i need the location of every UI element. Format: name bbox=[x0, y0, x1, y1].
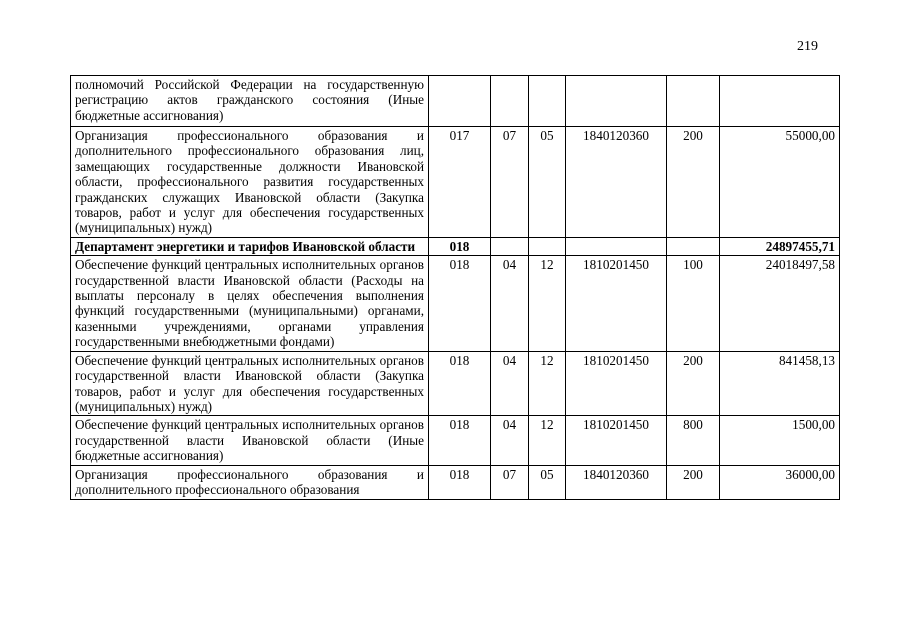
table-row bbox=[71, 416, 840, 465]
row-expense-type-code bbox=[667, 237, 720, 255]
row-amount: 24018497,58 bbox=[720, 256, 840, 351]
row-amount: 1500,00 bbox=[720, 416, 840, 465]
row-amount: 36000,00 bbox=[720, 465, 840, 499]
row-expense-type-code bbox=[667, 76, 720, 127]
table-row bbox=[71, 351, 840, 416]
row-target-code: 1810201450 bbox=[566, 416, 667, 465]
row-target-code: 1810201450 bbox=[566, 351, 667, 416]
row-target-code bbox=[566, 76, 667, 127]
row-grbs-code: 017 bbox=[429, 127, 491, 238]
row-grbs-code: 018 bbox=[429, 237, 491, 255]
row-description: Организация профессионального образования и дополнительного профессионального образования лиц, замещающих государственные должности Ивановской области, профессионального развития государственных гражданских служащих Ивановской области (Закупка товаров, работ и услуг для обеспечения государственных (муниципальных) нужд) bbox=[71, 127, 429, 238]
row-subsection-code: 12 bbox=[529, 351, 566, 416]
row-description: Обеспечение функций центральных исполнительных органов государственной власти Ивановской области (Расходы на выплаты персоналу в целях обеспечения выполнения функций государственными (муниципальными) органами, казенными учреждениями, органами управления государственными внебюджетными фондами) bbox=[71, 256, 429, 351]
row-grbs-code bbox=[429, 76, 491, 127]
table-row bbox=[71, 127, 840, 238]
table-row bbox=[71, 465, 840, 499]
row-section-code: 04 bbox=[491, 256, 529, 351]
row-description: полномочий Российской Федерации на государственную регистрацию актов гражданского состояния (Иные бюджетные ассигнования) bbox=[71, 76, 429, 127]
row-description: Обеспечение функций центральных исполнительных органов государственной власти Ивановской области (Закупка товаров, работ и услуг для обеспечения государственных (муниципальных) нужд) bbox=[71, 351, 429, 416]
row-description: Организация профессионального образования и дополнительного профессионального образования bbox=[71, 465, 429, 499]
row-section-code bbox=[491, 76, 529, 127]
row-amount: 24897455,71 bbox=[720, 237, 840, 255]
row-target-code: 1840120360 bbox=[566, 127, 667, 238]
row-amount bbox=[720, 76, 840, 127]
row-subsection-code: 05 bbox=[529, 127, 566, 238]
row-expense-type-code: 800 bbox=[667, 416, 720, 465]
row-section-code: 04 bbox=[491, 351, 529, 416]
row-subsection-code: 05 bbox=[529, 465, 566, 499]
row-section-code: 07 bbox=[491, 127, 529, 238]
row-amount: 841458,13 bbox=[720, 351, 840, 416]
row-target-code bbox=[566, 237, 667, 255]
budget-table bbox=[70, 75, 840, 500]
row-grbs-code: 018 bbox=[429, 256, 491, 351]
row-expense-type-code: 200 bbox=[667, 127, 720, 238]
row-expense-type-code: 200 bbox=[667, 351, 720, 416]
row-expense-type-code: 200 bbox=[667, 465, 720, 499]
row-subsection-code bbox=[529, 76, 566, 127]
row-section-code: 07 bbox=[491, 465, 529, 499]
row-description: Обеспечение функций центральных исполнительных органов государственной власти Ивановской области (Иные бюджетные ассигнования) bbox=[71, 416, 429, 465]
table-row bbox=[71, 256, 840, 351]
row-amount: 55000,00 bbox=[720, 127, 840, 238]
row-grbs-code: 018 bbox=[429, 416, 491, 465]
row-target-code: 1810201450 bbox=[566, 256, 667, 351]
row-description: Департамент энергетики и тарифов Ивановской области bbox=[71, 237, 429, 255]
row-section-code: 04 bbox=[491, 416, 529, 465]
row-subsection-code: 12 bbox=[529, 416, 566, 465]
page-number: 219 bbox=[797, 39, 818, 54]
table-row bbox=[71, 76, 840, 127]
row-expense-type-code: 100 bbox=[667, 256, 720, 351]
row-subsection-code bbox=[529, 237, 566, 255]
table-row-department bbox=[71, 237, 840, 255]
row-target-code: 1840120360 bbox=[566, 465, 667, 499]
row-subsection-code: 12 bbox=[529, 256, 566, 351]
row-section-code bbox=[491, 237, 529, 255]
row-grbs-code: 018 bbox=[429, 465, 491, 499]
row-grbs-code: 018 bbox=[429, 351, 491, 416]
